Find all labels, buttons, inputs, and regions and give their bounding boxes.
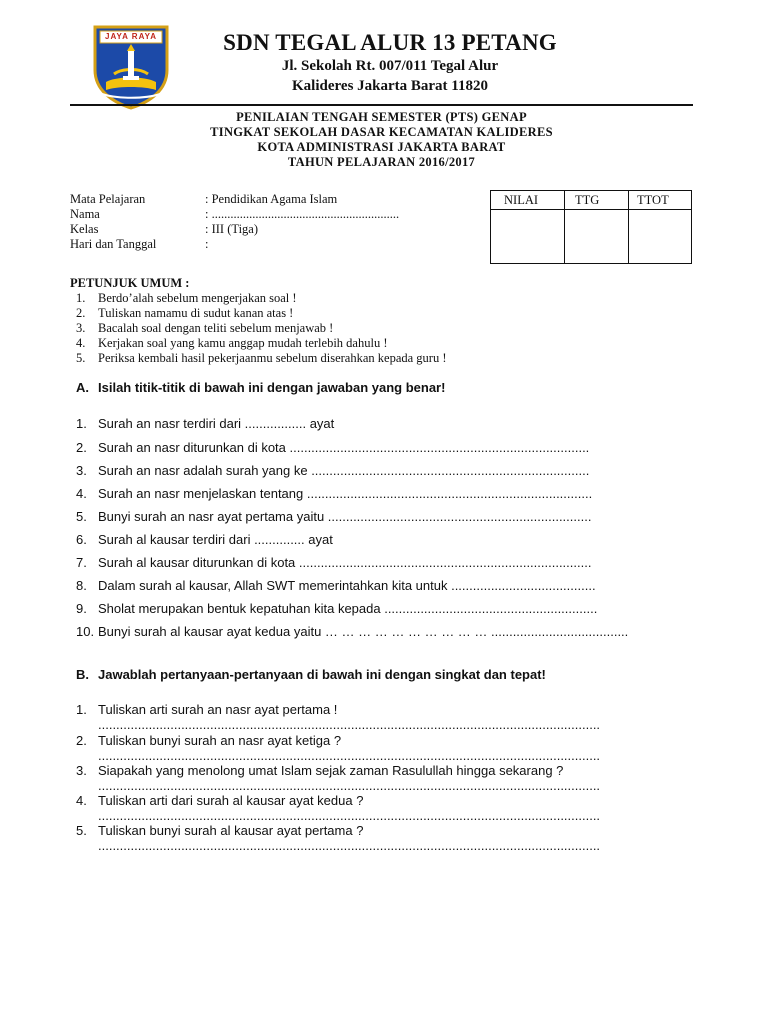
- section-a-question: 3. Surah an nasr adalah surah yang ke .............................................................................: [76, 463, 590, 478]
- answer-line: ...........................................................................................................................................: [98, 778, 601, 793]
- section-a-question: 2. Surah an nasr diturunkan di kota ...................................................................................: [76, 440, 590, 455]
- answer-line: ...........................................................................................................................................: [98, 808, 601, 823]
- school-address-line2: Kalideres Jakarta Barat 11820: [292, 78, 488, 94]
- logo-text: JAYA RAYA: [105, 32, 157, 41]
- section-a-question: 7. Surah al kausar diturunkan di kota .................................................................................: [76, 555, 592, 570]
- section-a-title: A. Isilah titik-titik di bawah ini dengan jawaban yang benar!: [76, 380, 446, 395]
- score-header-nilai: NILAI: [504, 193, 539, 207]
- score-header-ttot: TTOT: [637, 193, 669, 207]
- class-value: : III (Tiga): [205, 222, 259, 236]
- section-a-question: 4. Surah an nasr menjelaskan tentang ...............................................................................: [76, 486, 593, 501]
- instruction-item: 3. Bacalah soal dengan teliti sebelum menjawab !: [76, 321, 334, 335]
- section-a-question: 9. Sholat merupakan bentuk kepatuhan kita kepada ...........................................................: [76, 601, 598, 616]
- score-header-ttg: TTG: [575, 193, 600, 207]
- score-col-nilai: [491, 191, 565, 263]
- score-col-ttg: [565, 191, 629, 263]
- section-a-question: 8. Dalam surah al kausar, Allah SWT memerintahkan kita untuk ........................................: [76, 578, 596, 593]
- date-label: Hari dan Tanggal: [70, 237, 157, 251]
- instruction-item: 1. Berdo’alah sebelum mengerjakan soal !: [76, 291, 297, 305]
- school-name: SDN TEGAL ALUR 13 PETANG: [223, 30, 557, 55]
- subject-value: : Pendidikan Agama Islam: [205, 192, 338, 206]
- name-label: Nama: [70, 207, 100, 221]
- section-a-question: 10. Bunyi surah al kausar ayat kedua yaitu … … … … … … … … … … ......................................: [76, 624, 629, 639]
- subject-label: Mata Pelajaran: [70, 192, 146, 206]
- instruction-item: 5. Periksa kembali hasil pekerjaanmu sebelum diserahkan kepada guru !: [76, 351, 447, 365]
- score-col-ttot: [629, 191, 691, 263]
- section-b-question: 1. Tuliskan arti surah an nasr ayat pertama !: [76, 702, 338, 717]
- class-label: Kelas: [70, 222, 99, 236]
- date-field: :: [205, 237, 209, 251]
- school-address-line1: Jl. Sekolah Rt. 007/011 Tegal Alur: [281, 58, 499, 74]
- header-divider: [70, 104, 693, 106]
- section-a-question: 5. Bunyi surah an nasr ayat pertama yaitu .........................................................................: [76, 509, 592, 524]
- section-b-title: B. Jawablah pertanyaan-pertanyaan di bawah ini dengan singkat dan tepat!: [76, 667, 546, 682]
- section-a-question: 1. Surah an nasr terdiri dari ................. ayat: [76, 416, 335, 431]
- name-field: : ............................................................: [205, 207, 400, 221]
- instruction-item: 2. Tuliskan namamu di sudut kanan atas !: [76, 306, 294, 320]
- score-table: [490, 190, 692, 264]
- section-b-question: 4. Tuliskan arti dari surah al kausar ayat kedua ?: [76, 793, 364, 808]
- answer-line: ...........................................................................................................................................: [98, 838, 601, 853]
- answer-line: ...........................................................................................................................................: [98, 748, 601, 763]
- instruction-item: 4. Kerjakan soal yang kamu anggap mudah terlebih dahulu !: [76, 336, 388, 350]
- answer-line: ...........................................................................................................................................: [98, 717, 601, 732]
- section-b-question: 2. Tuliskan bunyi surah an nasr ayat ketiga ?: [76, 733, 342, 748]
- section-a-question: 6. Surah al kausar terdiri dari .............. ayat: [76, 532, 333, 547]
- exam-title-line1: PENILAIAN TENGAH SEMESTER (PTS) GENAP: [236, 110, 527, 124]
- instructions-title: PETUNJUK UMUM :: [70, 276, 190, 290]
- exam-title-line3: KOTA ADMINISTRASI JAKARTA BARAT: [257, 140, 506, 154]
- section-b-question: 3. Siapakah yang menolong umat Islam sejak zaman Rasulullah hingga sekarang ?: [76, 763, 564, 778]
- exam-title-line2: TINGKAT SEKOLAH DASAR KECAMATAN KALIDERES: [210, 125, 553, 139]
- school-logo: [92, 24, 170, 110]
- section-b-question: 5. Tuliskan bunyi surah al kausar ayat pertama ?: [76, 823, 364, 838]
- exam-title-line4: TAHUN PELAJARAN 2016/2017: [287, 155, 476, 169]
